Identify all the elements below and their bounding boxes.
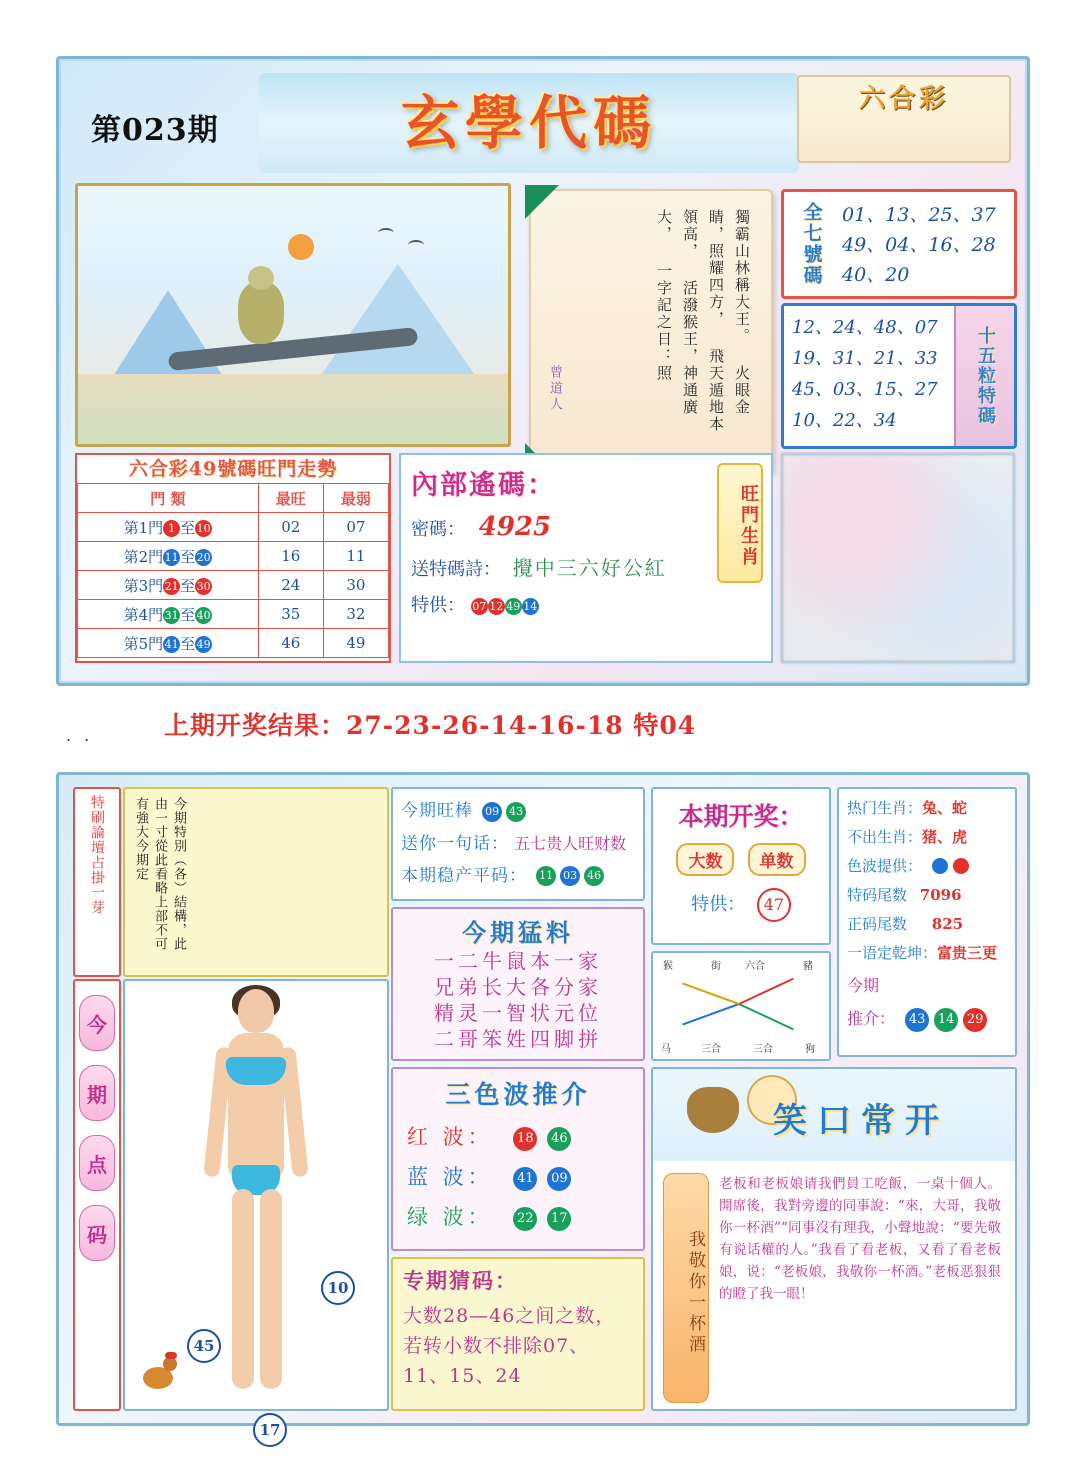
girl-ball-3: 17 xyxy=(253,1413,287,1447)
table-row xyxy=(78,542,389,571)
rooster-icon xyxy=(135,1353,181,1397)
sun-icon xyxy=(288,234,314,260)
blurred-panel xyxy=(781,453,1015,663)
sentence-label: 送你一句话： xyxy=(401,833,509,854)
today-hot-label: 今期旺棒 xyxy=(401,801,473,821)
wave-blue-label: 蓝 波： xyxy=(407,1165,493,1189)
special-tail-row xyxy=(847,884,1015,905)
monkey-illustration xyxy=(75,183,511,447)
special-tail-label: 特码尾数 xyxy=(847,886,908,904)
hot-cell: 24 xyxy=(258,571,323,600)
hot-cell: 02 xyxy=(258,513,323,542)
special-tail-value: 7096 xyxy=(919,886,962,904)
number-ball: 46 xyxy=(547,1127,571,1151)
monkey-icon xyxy=(238,282,284,344)
previous-result-line: 上期开奖结果：27-23-26-14-16-18 特04 xyxy=(164,711,697,740)
girl-ball-1: 10 xyxy=(321,1271,355,1305)
leg-left-shape xyxy=(232,1189,254,1389)
rooster-comb xyxy=(165,1352,177,1359)
password-value: 4925 xyxy=(478,512,552,542)
number-ball: 03 xyxy=(560,866,580,886)
current-draw-box xyxy=(651,787,831,945)
gate-trend-table xyxy=(75,453,391,663)
hot-cell: 16 xyxy=(258,542,323,571)
gate-cell: 第3門 21 至 30 xyxy=(78,571,259,600)
flat-code-balls xyxy=(532,866,604,885)
meng-title: 今期猛料 xyxy=(462,918,574,947)
current-offer-label: 特供： xyxy=(691,894,746,915)
range-start-ball: 21 xyxy=(164,580,179,593)
seven-numbers-label: 全七號碼 xyxy=(800,202,823,286)
bikini-top-shape xyxy=(226,1057,286,1085)
sentence-value: 五七贵人旺财数 xyxy=(514,833,627,853)
wave-color-dot xyxy=(953,858,969,874)
three-wave-title: 三色波推介 xyxy=(445,1080,591,1109)
current-offer-ball: 47 xyxy=(757,888,791,922)
range-end-ball: 49 xyxy=(196,638,211,651)
compass-top-left: 猴 xyxy=(663,961,673,972)
range-start-ball: 41 xyxy=(164,638,179,651)
scroll-stamp: 曾道人 xyxy=(547,365,562,413)
compass-ray-3 xyxy=(682,1003,739,1025)
torso-shape xyxy=(228,1033,284,1183)
issue-label: 第023期 xyxy=(91,113,219,148)
compass-ray-2 xyxy=(739,978,794,1005)
rooster-head xyxy=(163,1357,177,1371)
three-wave-box xyxy=(391,1067,645,1251)
offer-row xyxy=(411,591,771,617)
gate-table xyxy=(77,483,389,658)
period-label: 今期 xyxy=(847,976,880,995)
cold-cell: 49 xyxy=(323,629,388,658)
meng-line-4: 二哥笨姓四脚拼 xyxy=(434,1027,602,1051)
hot-cell: 35 xyxy=(258,600,323,629)
compass-ray-4 xyxy=(682,983,739,1005)
phrase-label: 一语定乾坤： xyxy=(847,944,938,962)
forum-vertical-box xyxy=(73,787,121,977)
sentence-row xyxy=(401,829,643,854)
th-cold: 最弱 xyxy=(323,484,388,513)
hot-zodiac-label: 热门生肖： xyxy=(847,799,923,817)
number-ball: 07 xyxy=(472,599,487,613)
hot-zodiac-value: 兔、蛇 xyxy=(922,799,968,817)
compass-bottom-mid: 三合 xyxy=(701,1044,721,1055)
meng-line-2: 兄弟长大各分家 xyxy=(434,975,602,999)
compass-top-mid2: 六合 xyxy=(745,961,765,972)
normal-tail-value: 825 xyxy=(931,915,964,933)
joke-title: 笑口常开 xyxy=(773,1101,949,1141)
number-ball: 09 xyxy=(482,802,502,822)
gate-cell: 第5門 41 至 49 xyxy=(78,629,259,658)
range-start-ball: 1 xyxy=(163,520,180,537)
money-bag-icon xyxy=(687,1087,739,1133)
guess-box xyxy=(391,1257,645,1411)
wave-row xyxy=(847,855,1015,876)
fifteen-numbers-label: 十五粒特碼 xyxy=(954,306,1014,446)
current-draw-title: 本期开奖： xyxy=(678,802,804,831)
joke-box xyxy=(651,1067,1017,1411)
seven-numbers-box xyxy=(781,189,1017,299)
th-gate: 門 類 xyxy=(78,484,259,513)
wave-row-blue xyxy=(407,1161,643,1191)
today-code-char-1: 今 xyxy=(79,995,115,1051)
range-end-ball: 40 xyxy=(196,609,211,622)
range-end-ball: 20 xyxy=(196,551,211,564)
today-code-char-2: 期 xyxy=(79,1065,115,1121)
range-start-ball: 11 xyxy=(164,551,179,564)
cold-cell: 30 xyxy=(323,571,388,600)
intro-yellow-box xyxy=(123,787,389,977)
gate-table-body xyxy=(78,513,389,658)
gate-cell: 第1門 1 至 10 xyxy=(78,513,259,542)
inner-code-box xyxy=(399,453,773,663)
wave-green-balls xyxy=(503,1205,571,1229)
range-start-ball: 31 xyxy=(164,609,179,622)
table-row xyxy=(78,571,389,600)
absent-zodiac-label: 不出生肖： xyxy=(847,828,923,846)
compass-top-right: 豬 xyxy=(803,961,813,972)
fifteen-numbers-values: 12、24、48、07 19、31、21、33 45、03、15、27 10、22、34 xyxy=(792,317,938,431)
hot-info-box xyxy=(837,787,1017,1057)
poem-value: 攪中三六好公紅 xyxy=(512,556,667,580)
joke-banner xyxy=(653,1069,1015,1161)
cold-cell: 07 xyxy=(323,513,388,542)
recommend-label: 推介： xyxy=(847,1009,896,1028)
meng-line-1: 一二牛鼠本一家 xyxy=(434,949,602,973)
phrase-row xyxy=(847,942,1015,963)
girl-photo-box xyxy=(123,979,389,1439)
gate-table-title: 六合彩49號碼旺門走勢 xyxy=(128,458,338,480)
recommend-balls xyxy=(900,1009,987,1028)
dots-marker: . . xyxy=(66,726,94,745)
phrase-value: 富贵三更 xyxy=(937,944,998,962)
seven-numbers-values: 01、13、25、37 49、04、16、28 40、20 xyxy=(842,204,996,286)
password-label: 密碼： xyxy=(411,519,465,540)
gate-cell: 第2門 11 至 20 xyxy=(78,542,259,571)
wave-color-dot xyxy=(932,858,948,874)
intro-vertical-text: 今期特別（各）結構，此由一寸從此看略上部不可有強大今期定 xyxy=(133,797,186,951)
current-draw-tags xyxy=(653,843,829,876)
wave-green-label: 绿 波： xyxy=(407,1205,493,1229)
number-ball: 14 xyxy=(523,599,538,613)
number-ball: 41 xyxy=(513,1167,537,1191)
wang-gate-zodiac: 旺門生肖 xyxy=(717,463,763,583)
absent-zodiac-row xyxy=(847,826,1015,847)
number-ball: 14 xyxy=(934,1008,958,1032)
wave-blue-balls xyxy=(503,1165,571,1189)
tag-big: 大数 xyxy=(676,843,734,876)
bird-icon xyxy=(378,228,394,238)
inner-code-title: 內部遙碼： xyxy=(411,470,556,501)
cold-cell: 32 xyxy=(323,600,388,629)
flat-code-row xyxy=(401,861,643,887)
number-ball: 11 xyxy=(536,866,556,886)
wave-row-red xyxy=(407,1121,643,1151)
th-hot: 最旺 xyxy=(258,484,323,513)
joke-text: 老板和老板娘请我們員工吃飯，一桌十個人。開席後，我對旁邊的同事說：“來，大哥，我敬你一杯酒”“同事沒有理我，小聲地說：“要先敬有说话權的人。”我看了看老板，又看了看老板娘，说：“老板娘，我敬你一杯酒。”老板恶狠狠的瞪了我一眼！ xyxy=(719,1176,1001,1302)
absent-zodiac-value: 猪、虎 xyxy=(922,828,968,846)
wave-label: 色波提供： xyxy=(847,857,923,875)
offer-balls xyxy=(471,595,539,616)
gate-cell: 第4門 31 至 40 xyxy=(78,600,259,629)
hot-zodiac-row xyxy=(847,797,1015,818)
forum-vertical-text: 特刷論壇占掛一芽 xyxy=(89,795,105,915)
poem-label: 送特碼詩： xyxy=(411,559,501,580)
range-end-ball: 30 xyxy=(196,580,211,593)
joke-side-text: 我敬你一杯酒 xyxy=(663,1173,709,1403)
wave-red-label: 红 波： xyxy=(407,1125,493,1149)
leg-right-shape xyxy=(260,1189,282,1389)
compass-bottom-left: 马 xyxy=(661,1044,671,1055)
number-ball: 18 xyxy=(513,1127,537,1151)
poster-title-text: 玄學代碼 xyxy=(400,89,657,157)
normal-tail-row xyxy=(847,913,1015,934)
table-row xyxy=(78,629,389,658)
normal-tail-label: 正码尾数 xyxy=(847,915,908,933)
scroll-text: 獨霸山林稱大王。 火眼金睛，照耀四方， 飛天遁地本領高， 活潑猴王，神通廣大， 一字記之日：照 xyxy=(655,209,751,433)
table-row xyxy=(78,600,389,629)
guess-title: 专期猜码： xyxy=(403,1268,518,1293)
meng-line-3: 精灵一智状元位 xyxy=(434,1001,602,1025)
table-row xyxy=(78,513,389,542)
offer-label: 特供： xyxy=(411,595,465,616)
number-ball: 22 xyxy=(513,1207,537,1231)
number-ball: 29 xyxy=(963,1008,987,1032)
today-code-char-3: 点 xyxy=(79,1135,115,1191)
number-ball: 17 xyxy=(547,1207,571,1231)
today-hot-balls xyxy=(478,801,526,820)
flat-code-label: 本期稳产平码： xyxy=(401,865,527,886)
recommend-row xyxy=(847,1006,1015,1032)
guess-text: 大数28—46之间之数，若转小数不排除07、11、15、24 xyxy=(403,1305,616,1387)
wave-row-green xyxy=(407,1201,643,1231)
girl-ball-2: 45 xyxy=(187,1329,221,1363)
compass-bottom-mid2: 三合 xyxy=(753,1044,773,1055)
today-code-vertical-box xyxy=(73,979,121,1411)
today-code-char-4: 码 xyxy=(79,1205,115,1261)
head-shape xyxy=(238,989,274,1033)
number-ball: 12 xyxy=(489,599,504,613)
number-ball: 09 xyxy=(547,1167,571,1191)
compass-bottom-right: 狗 xyxy=(805,1044,815,1055)
poster-title xyxy=(259,73,799,173)
compass-ray-1 xyxy=(739,1003,794,1030)
number-ball: 43 xyxy=(905,1008,929,1032)
ground-shape xyxy=(78,374,508,444)
top-poster xyxy=(56,56,1030,686)
compass-box xyxy=(651,951,831,1061)
cold-cell: 11 xyxy=(323,542,388,571)
current-offer-row xyxy=(653,888,829,922)
wave-dots xyxy=(927,857,969,875)
table-header-row xyxy=(78,484,389,513)
meng-box xyxy=(391,907,645,1061)
scroll-note xyxy=(529,189,773,473)
number-ball: 49 xyxy=(506,599,521,613)
poster-badge-text: 六合彩 xyxy=(858,84,949,114)
number-ball: 46 xyxy=(584,866,604,886)
compass-top-mid: 街 xyxy=(711,961,721,972)
hot-cell: 46 xyxy=(258,629,323,658)
fifteen-numbers-box xyxy=(781,303,1017,449)
range-end-ball: 10 xyxy=(196,522,211,535)
tag-odd: 单数 xyxy=(748,843,806,876)
today-hot-box xyxy=(391,787,645,901)
poster-badge xyxy=(797,75,1011,163)
bottom-poster xyxy=(56,772,1030,1439)
wave-red-balls xyxy=(503,1125,571,1149)
today-hot-row xyxy=(401,796,643,822)
scroll-corner-top xyxy=(525,185,559,219)
number-ball: 43 xyxy=(506,802,526,822)
bird-icon-2 xyxy=(408,240,424,250)
